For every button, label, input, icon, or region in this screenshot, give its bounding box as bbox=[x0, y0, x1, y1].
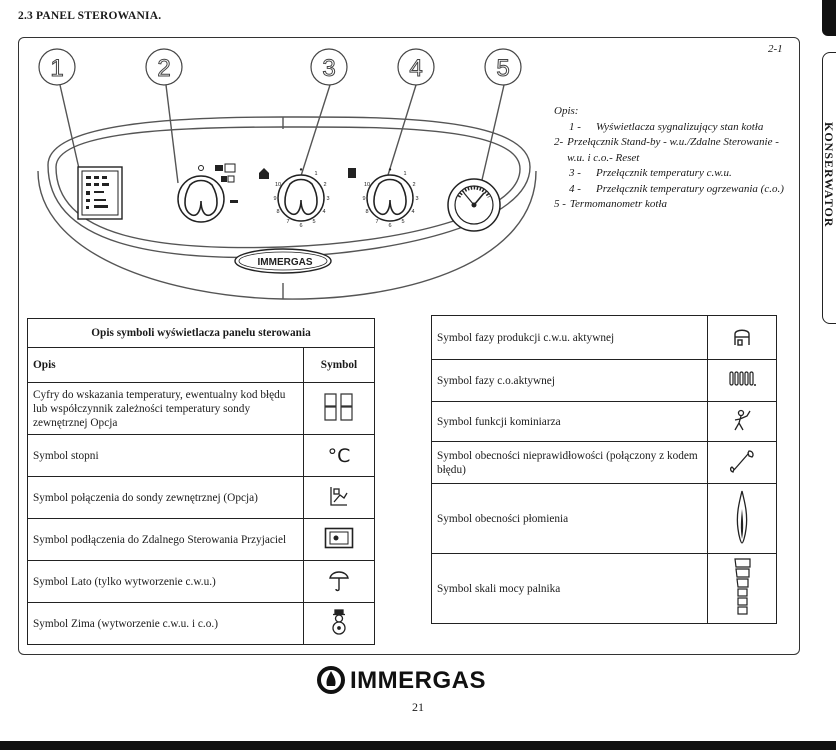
description-item-4: 4 - Przełącznik temperatury ogrzewania (c.o.) bbox=[569, 182, 784, 195]
table-row: Symbol Zima (wytworzenie c.w.u. i c.o.) bbox=[28, 603, 375, 645]
figure-reference: 2-1 bbox=[768, 43, 783, 55]
knob-dhw-temperature[interactable] bbox=[259, 167, 330, 229]
remote-control-icon bbox=[324, 527, 354, 549]
svg-text:3: 3 bbox=[415, 196, 419, 202]
degree-celsius-icon: °C bbox=[327, 444, 351, 467]
radiator-icon bbox=[728, 369, 756, 389]
table-row: Symbol obecności nieprawidłowości (połączony z kodem błędu) bbox=[432, 442, 777, 484]
table-row: Symbol obecności płomienia bbox=[432, 484, 777, 554]
panel-logo-badge bbox=[235, 249, 331, 273]
svg-text:8: 8 bbox=[365, 209, 369, 215]
table-row: Symbol stopni °C bbox=[28, 435, 375, 477]
logo-text: IMMERGAS bbox=[350, 667, 486, 694]
svg-text:2: 2 bbox=[412, 182, 416, 188]
description-heading: Opis: bbox=[554, 105, 579, 117]
svg-text:6: 6 bbox=[388, 223, 392, 229]
side-tab-label-clip bbox=[822, 52, 836, 324]
tap-water-icon bbox=[732, 325, 752, 347]
svg-text:9: 9 bbox=[273, 196, 277, 202]
svg-text:5: 5 bbox=[312, 219, 316, 225]
flame-icon bbox=[733, 489, 751, 545]
svg-text:1: 1 bbox=[403, 171, 407, 177]
column-header-opis: Opis bbox=[28, 348, 304, 383]
callout-number-5: 5 bbox=[496, 55, 510, 82]
panel-logo-text: IMMERGAS bbox=[257, 257, 313, 268]
description-item-2: 2- Przełącznik Stand-by - w.u./Zdalne Sterowanie - w.u. i c.o.- Reset bbox=[554, 136, 779, 164]
table-row: Symbol fazy c.o.aktywnej bbox=[432, 360, 777, 402]
additional-symbols-table bbox=[431, 315, 777, 624]
logo-emblem-icon bbox=[316, 666, 346, 694]
table-row: Symbol funkcji kominiarza bbox=[432, 402, 777, 442]
svg-text:3: 3 bbox=[326, 196, 330, 202]
svg-text:5: 5 bbox=[401, 219, 405, 225]
thermomanometer-gauge bbox=[448, 179, 500, 231]
svg-text:10: 10 bbox=[274, 182, 282, 188]
page-number: 21 bbox=[412, 700, 424, 714]
wrench-icon bbox=[729, 448, 755, 474]
svg-text:7: 7 bbox=[375, 219, 379, 225]
description-item-1: 1 - Wyświetlacza sygnalizujący stan kotła bbox=[569, 120, 764, 133]
table-row: Symbol fazy produkcji c.w.u. aktywnej bbox=[432, 316, 777, 360]
corner-black-tab bbox=[822, 0, 836, 36]
svg-text:10: 10 bbox=[363, 182, 371, 188]
callout-number-2: 2 bbox=[157, 55, 171, 82]
svg-text:2: 2 bbox=[323, 182, 327, 188]
description-item-3: 3 - Przełącznik temperatury c.w.u. bbox=[569, 167, 732, 179]
svg-text:1: 1 bbox=[314, 171, 318, 177]
section-title: 2.3 PANEL STEROWANIA. bbox=[18, 10, 162, 22]
knob-standby-reset[interactable] bbox=[178, 164, 238, 222]
digits-88-icon bbox=[322, 392, 356, 422]
external-probe-icon bbox=[328, 485, 350, 507]
summer-umbrella-icon bbox=[328, 568, 350, 592]
control-panel-drawing bbox=[18, 45, 548, 307]
power-scale-icon bbox=[732, 557, 752, 617]
svg-text:7: 7 bbox=[286, 219, 290, 225]
callout-number-1: 1 bbox=[50, 55, 64, 82]
callout-number-4: 4 bbox=[409, 55, 423, 82]
knob-heating-temperature[interactable] bbox=[348, 167, 419, 229]
display-screen bbox=[78, 167, 122, 219]
svg-text:9: 9 bbox=[362, 196, 366, 202]
svg-text:4: 4 bbox=[322, 209, 326, 215]
table-row: Symbol skali mocy palnika bbox=[432, 554, 777, 624]
chimney-sweep-icon bbox=[731, 408, 753, 432]
svg-text:6: 6 bbox=[299, 223, 303, 229]
table-row: Symbol połączenia do sondy zewnętrznej (Opcja) bbox=[28, 477, 375, 519]
svg-text:●: ● bbox=[299, 167, 303, 173]
immergas-logo bbox=[316, 666, 506, 694]
bottom-border-bar bbox=[0, 741, 836, 750]
description-list bbox=[554, 104, 794, 213]
svg-text:●: ● bbox=[388, 167, 392, 173]
svg-text:8: 8 bbox=[276, 209, 280, 215]
display-symbols-table bbox=[27, 318, 375, 645]
svg-text:4: 4 bbox=[411, 209, 415, 215]
description-item-5: 5 - Termomanometr kotła bbox=[554, 198, 667, 210]
table-row: Symbol Lato (tylko wytworzenie c.w.u.) bbox=[28, 561, 375, 603]
table-row: Symbol podłączenia do Zdalnego Sterowania Przyjaciel bbox=[28, 519, 375, 561]
table-caption: Opis symboli wyświetlacza panelu sterowania bbox=[28, 319, 375, 348]
callout-number-3: 3 bbox=[322, 55, 336, 82]
table-row: Cyfry do wskazania temperatury, ewentualny kod błędu lub współczynnik zależności temperatury sondy zewnętrznej Opcja bbox=[28, 383, 375, 435]
winter-snowman-icon bbox=[328, 609, 350, 635]
side-tab-label: KONSERWATOR bbox=[822, 122, 836, 228]
column-header-symbol: Symbol bbox=[304, 348, 375, 383]
